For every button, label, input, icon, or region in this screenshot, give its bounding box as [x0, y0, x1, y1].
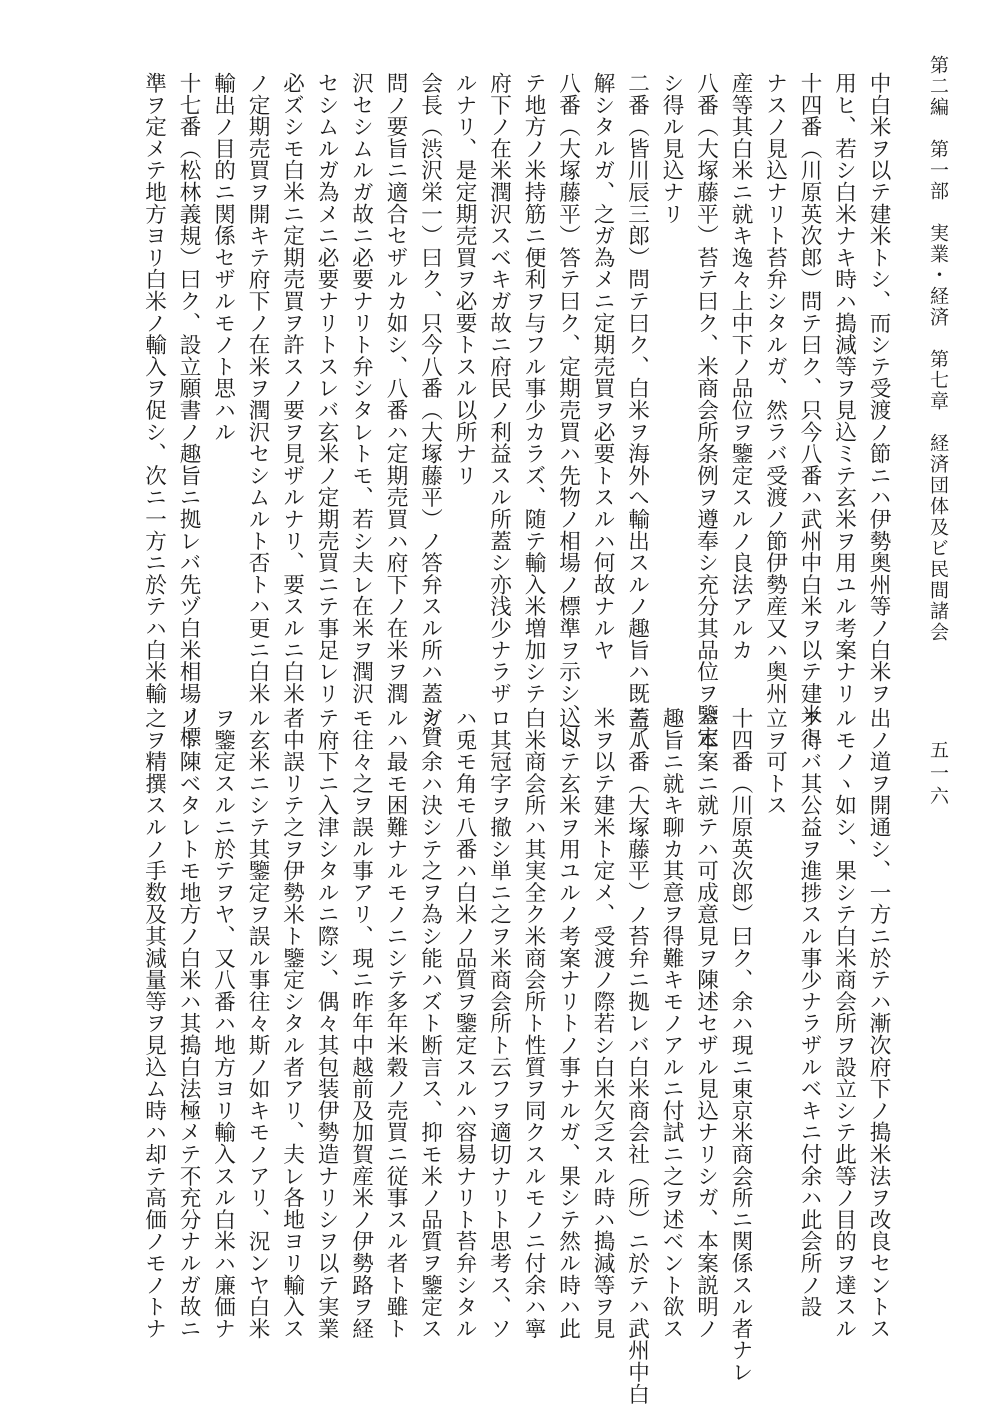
text-line: 府下ノ在米潤沢スベキガ故ニ府民ノ利益スル所蓋シ亦浅少ナラザ	[486, 72, 512, 705]
text-line: ナスノ見込ナリト苔弁シタルガ、然ラバ受渡ノ節伊勢産又ハ奥州	[762, 72, 788, 705]
text-line: 出ノ道ヲ開通シ、一方ニ於テハ漸次府下ノ搗米法ヲ改良セントス	[866, 707, 891, 1340]
text-line: 用ヒ、若シ白米ナキ時ハ搗減等ヲ見込ミテ玄米ヲ用ユル考案ナリ	[831, 72, 857, 705]
page-number: 五一六	[927, 740, 949, 809]
text-line: 者中誤リテ之ヲ伊勢米ト鑒定シタル者アリ、夫レ各地ヨリ輸入ス	[279, 707, 305, 1340]
text-line: バ本案ニ就テハ可成意見ヲ陳述セザル見込ナリシガ、本案説明ノ	[693, 707, 719, 1340]
text-line: ルモノヽ如シ、果シテ白米商会所ヲ設立シテ此等ノ目的ヲ達スル	[831, 707, 857, 1340]
text-line: テ府下ニ入津シタルニ際シ、偶々其包装伊勢造ナリシヲ以テ実業	[314, 707, 339, 1340]
text-line: リト陳ベタレトモ地方ノ白米ハ其搗白法極メテ不充分ナルガ故ニ	[176, 707, 201, 1340]
text-line: 立ヲ可トス	[762, 707, 788, 816]
text-block-upper	[136, 72, 895, 748]
text-line: セシムルガ為メニ必要ナリトスレバ玄米ノ定期売買ニテ事足レリ	[314, 72, 339, 705]
text-line: 二番（皆川辰三郎）問テ曰ク、白米ヲ海外へ輸出スルノ趣旨ハ既ニ了	[624, 72, 650, 748]
text-line: ヲ得バ其公益ヲ進捗スル事少ナラザルベキニ付余ハ此会所ノ設	[797, 707, 822, 1318]
text-line: ヲ鑒定スルニ於テヲヤ、又八番ハ地方ヨリ輸入スル白米ハ廉価ナ	[210, 707, 236, 1340]
text-line: 解シタルガ、之ガ為メニ定期売買ヲ必要トスルハ何故ナルヤ	[590, 72, 615, 661]
text-line: 八番（大塚藤平）苔テ曰ク、米商会所条例ヲ遵奉シ充分其品位ヲ鑒定	[693, 72, 719, 748]
text-line: 白米商会所ハ其実全ク米商会所ト性質ヲ同クスルモノニ付余ハ寧	[521, 707, 546, 1340]
text-line: ハ兎モ角モ八番ハ白米ノ品質ヲ鑒定スルハ容易ナリト苔弁シタル	[452, 707, 477, 1340]
text-block-lower	[136, 707, 895, 1405]
text-line: 十七番（松林義規）曰ク、設立願書ノ趣旨ニ拠レバ先ヅ白米相場ノ標	[176, 72, 201, 748]
text-line: 必ズシモ白米ニ定期売買ヲ許スノ要ヲ見ザルナリ、要スルニ白米	[279, 72, 305, 705]
text-line: 之ヲ精撰スルノ手数及其減量等ヲ見込ム時ハ却テ高価ノモノトナ	[141, 707, 167, 1340]
text-line: 中白米ヲ以テ建米トシ、而シテ受渡ノ節ニハ伊勢奥州等ノ白米ヲ	[866, 72, 891, 705]
text-line: シ得ル見込ナリ	[659, 72, 684, 225]
text-line: 輸出ノ目的ニ関係セザルモノト思ハル	[210, 72, 236, 443]
running-header: 第二編 第一部 実業・経済 第七章 経済団体及ビ民間諸会	[927, 55, 949, 643]
text-line: ノ定期売買ヲ開キテ府下ノ在米ヲ潤沢セシムルト否トハ更ニ白米	[245, 72, 270, 705]
text-line: 蓋八番（大塚藤平）ノ苔弁ニ拠レバ白米商会社（所）ニ於テハ武州中白	[624, 707, 650, 1405]
text-line: テ地方ノ米持筋ニ便利ヲ与フル事少カラズ、随テ輸入米増加シテ	[521, 72, 546, 705]
text-line: 沢セシムルガ故ニ必要ナリト弁シタレトモ、若シ夫レ在米ヲ潤沢	[348, 72, 374, 705]
text-line: 趣旨ニ就キ聊カ其意ヲ得難キモノアルニ付試ニ之ヲ述ベント欲ス	[659, 707, 684, 1340]
text-line: 問ノ要旨ニ適合セザルカ如シ、八番ハ定期売買ハ府下ノ在米ヲ潤	[383, 72, 408, 705]
text-line: 米ヲ以テ建米ト定メ、受渡ノ際若シ白米欠乏スル時ハ搗減等ヲ見	[590, 707, 615, 1340]
text-line: 会長（渋沢栄一）曰ク、只今八番（大塚藤平）ノ答弁スル所ハ蓋シ質	[417, 72, 443, 748]
text-line: ガ、余ハ決シテ之ヲ為シ能ハズト断言ス、抑モ米ノ品質ヲ鑒定ス	[417, 707, 443, 1340]
text-line: 込ミテ玄米ヲ用ユルノ考案ナリトノ事ナルガ、果シテ然ル時ハ此	[555, 707, 581, 1340]
text-line: 十四番（川原英次郎）曰ク、余ハ現ニ東京米商会所ニ関係スル者ナレ	[728, 707, 753, 1383]
text-line: 準ヲ定メテ地方ヨリ白米ノ輸入ヲ促シ、次ニ一方ニ於テハ白米輸	[141, 72, 167, 705]
text-line: 八番（大塚藤平）答テ曰ク、定期売買ハ先物ノ相場ノ標準ヲ示シ、以	[555, 72, 581, 748]
text-line: ロ其冠字ヲ撤シ単ニ之ヲ米商会所ト云フヲ適切ナリト思考ス、ソ	[486, 707, 512, 1340]
text-line: ル玄米ニシテ其鑒定ヲ誤ル事往々斯ノ如キモノアリ、況ンヤ白米	[245, 707, 270, 1340]
text-line: 十四番（川原英次郎）問テ曰ク、只今八番ハ武州中白米ヲ以テ建米ト	[797, 72, 822, 748]
text-line: ルハ最モ困難ナルモノニシテ多年米穀ノ売買ニ従事スル者ト雖ト	[383, 707, 408, 1340]
text-line: モ往々之ヲ誤ル事アリ、現ニ昨年中越前及加賀産米ノ伊勢路ヲ経	[348, 707, 374, 1340]
text-line: 産等其白米ニ就キ逸々上中下ノ品位ヲ鑒定スルノ良法アルカ	[728, 72, 753, 661]
text-line: ルナリ、是定期売買ヲ必要トスル以所ナリ	[452, 72, 477, 487]
